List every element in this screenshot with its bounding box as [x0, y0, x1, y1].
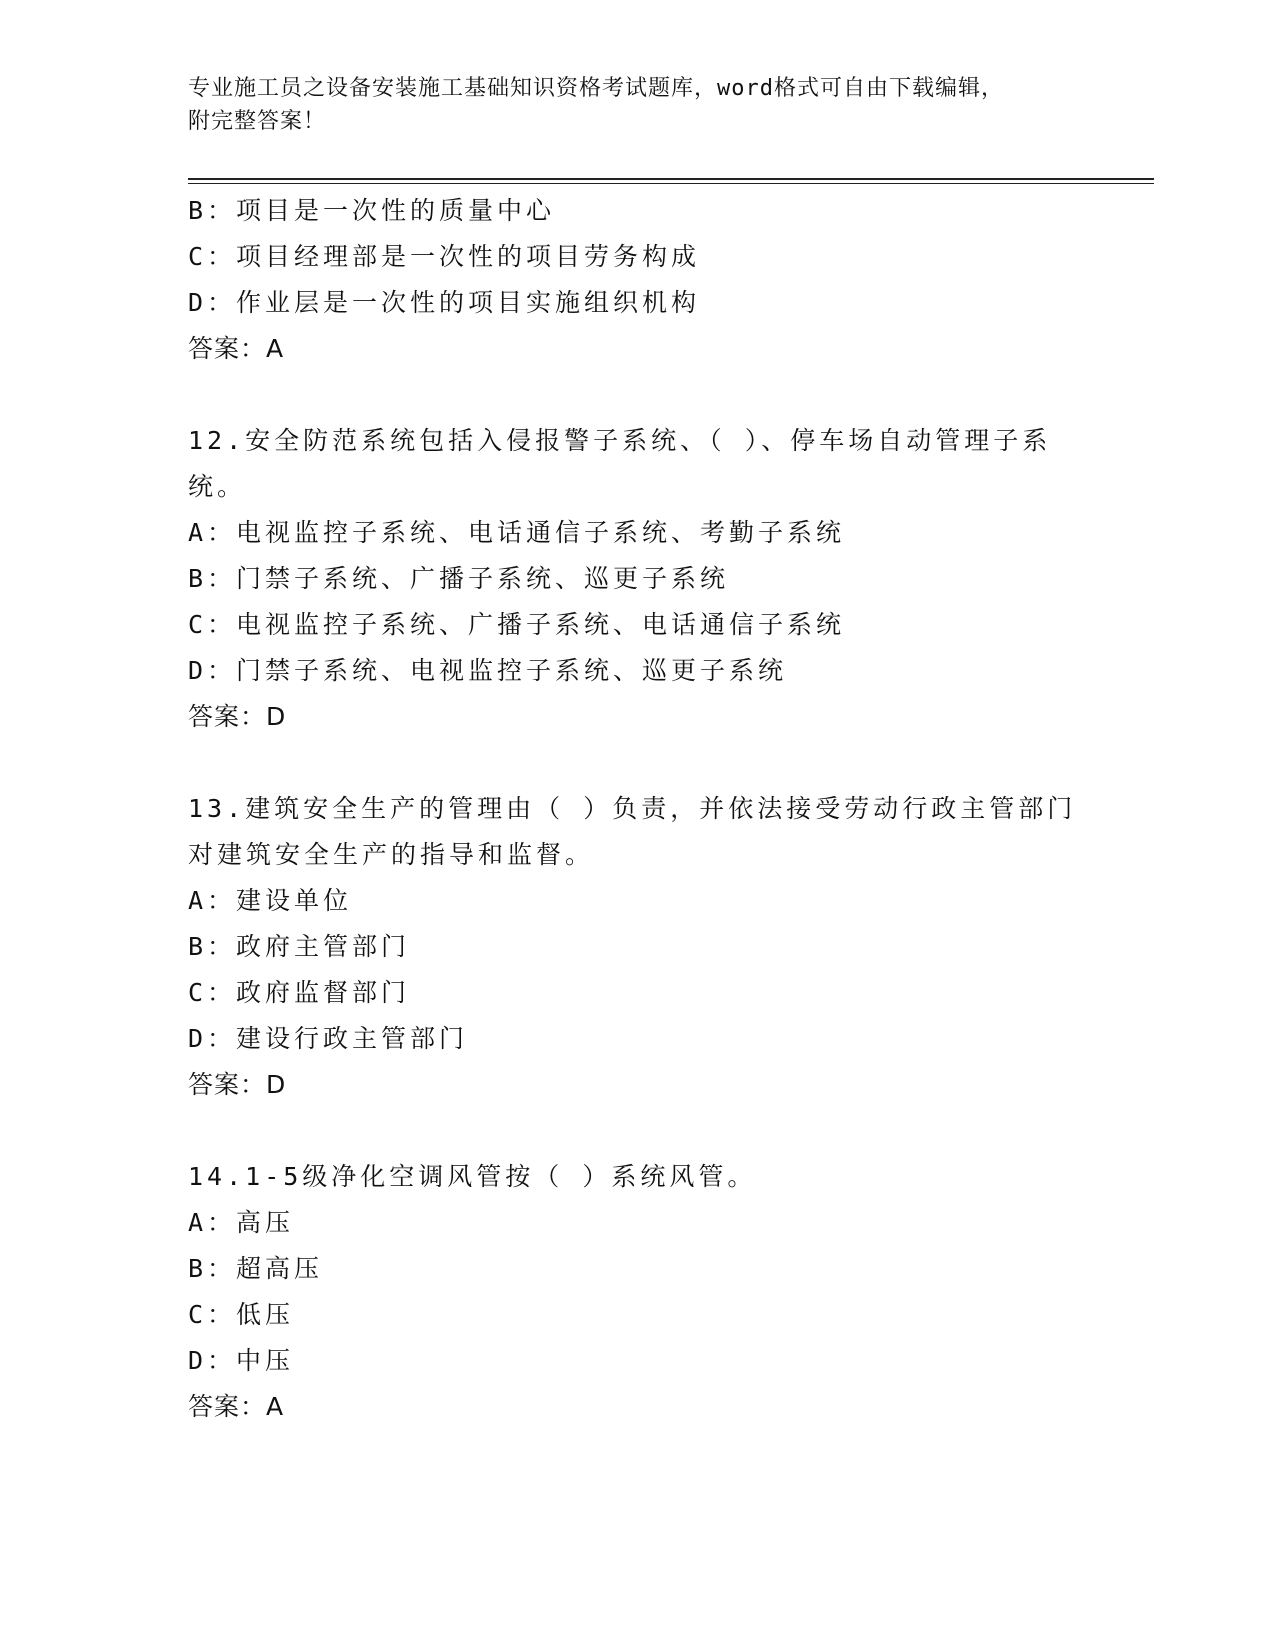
question-13: [188, 786, 1088, 1108]
option-d: D：中压: [188, 1346, 295, 1375]
question-stem-line-2: 统。: [188, 472, 247, 501]
answer-line: 答案：A: [188, 1392, 285, 1421]
option-a: A：建设单位: [188, 886, 353, 915]
question-spacer: [188, 372, 1088, 418]
question-spacer: [188, 740, 1088, 786]
question-11-partial: [188, 188, 1088, 372]
option-b: B：超高压: [188, 1254, 324, 1283]
option-c: C：电视监控子系统、广播子系统、电话通信子系统: [188, 610, 846, 639]
header-line-2: 附完整答案！: [188, 109, 327, 134]
answer-line: 答案：D: [188, 1070, 287, 1099]
option-b: B：政府主管部门: [188, 932, 411, 961]
header-line-1: 专业施工员之设备安装施工基础知识资格考试题库，word格式可自由下载编辑，: [188, 76, 1004, 101]
option-b: B：门禁子系统、广播子系统、巡更子系统: [188, 564, 730, 593]
header-divider-thick: [188, 178, 1154, 180]
question-stem-line-1: 12.安全防范系统包括入侵报警子系统、（ ）、停车场自动管理子系: [188, 426, 1052, 455]
question-12: [188, 418, 1088, 740]
question-stem-line-2: 对建筑安全生产的指导和监督。: [188, 840, 595, 869]
answer-line: 答案：D: [188, 702, 287, 731]
header-divider-thin: [188, 183, 1154, 184]
option-a: A：电视监控子系统、电话通信子系统、考勤子系统: [188, 518, 846, 547]
option-d: D：门禁子系统、电视监控子系统、巡更子系统: [188, 656, 788, 685]
option-d: D：建设行政主管部门: [188, 1024, 469, 1053]
question-stem-line-1: 13.建筑安全生产的管理由（ ）负责，并依法接受劳动行政主管部门: [188, 794, 1077, 823]
option-b: B：项目是一次性的质量中心: [188, 196, 556, 225]
option-c: C：政府监督部门: [188, 978, 411, 1007]
option-c: C：项目经理部是一次性的项目劳务构成: [188, 242, 701, 271]
option-d: D：作业层是一次性的项目实施组织机构: [188, 288, 701, 317]
question-14: [188, 1154, 1088, 1430]
option-a: A：高压: [188, 1208, 295, 1237]
question-spacer: [188, 1108, 1088, 1154]
question-stem-line-1: 14.1-5级净化空调风管按（ ）系统风管。: [188, 1162, 757, 1191]
option-c: C：低压: [188, 1300, 295, 1329]
document-header: [188, 72, 1088, 138]
answer-line: 答案：A: [188, 334, 285, 363]
question-list: [188, 188, 1088, 1430]
